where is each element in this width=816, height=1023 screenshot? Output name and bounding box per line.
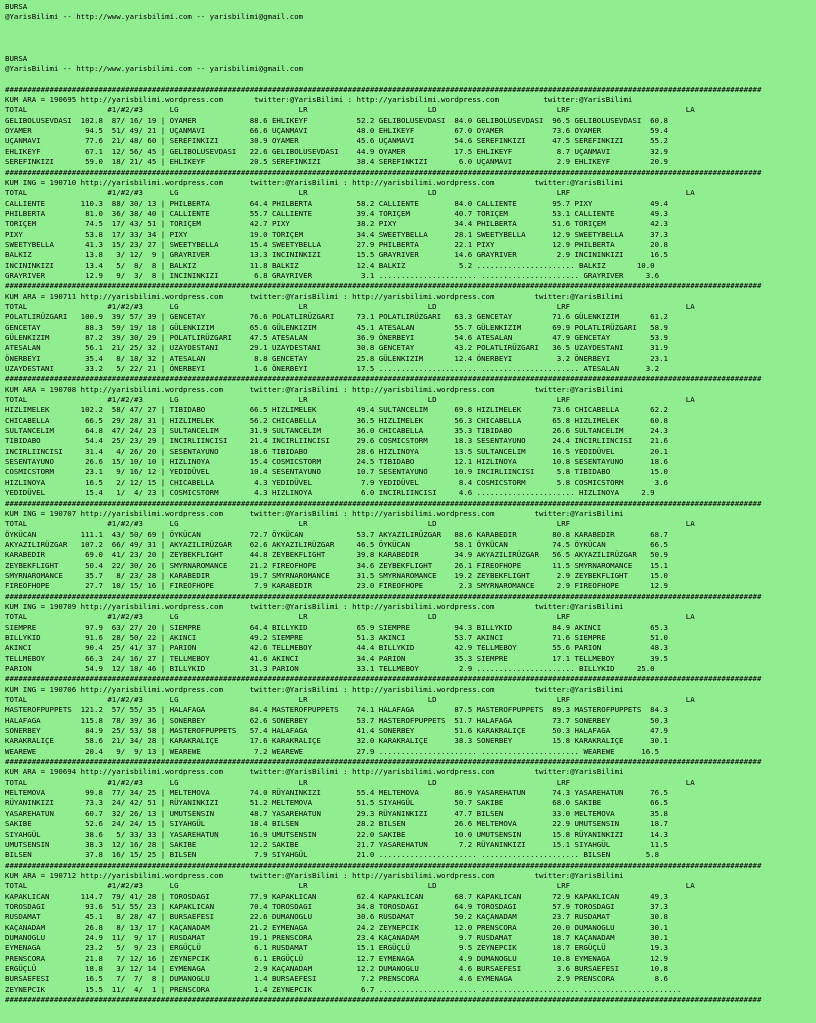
header-contact: @YarisBilimi -- http://www.yarisbilimi.com -- yarisbilimi@gmail.com	[5, 12, 304, 22]
race-title: KUM ING = 190709 http://yarisbilimi.wordpress.com twitter:@YarisBilimi : http://yarisbilimi.wordpress.com twitter:@YarisBilimi	[5, 601, 624, 611]
table-row: TIBIDABO 54.4 25/ 23/ 29 | INCIRLIINCISI 21.4 INCIRLIINCISI 29.6 COSMICSTORM 18.3 SESENTAYUNO 24.4 INCIRLIINCISI 21.6	[5, 436, 668, 446]
table-row: ATESALAN 56.1 21/ 25/ 32 | UZAYDESTANI 29.1 UZAYDESTANI 30.8 GENCETAY 43.2 POLATLIRÜZGARI 36.5 UZAYDESTANI 31.9	[5, 343, 668, 353]
separator-line: ##########################################################################################################################################################################	[5, 591, 762, 601]
table-row: HIZLIMELEK 102.2 58/ 47/ 27 | TIBIDABO 66.5 HIZLIMELEK 49.4 SULTANCELIM 69.8 HIZLIMELEK 73.6 CHICABELLA 62.2	[5, 405, 668, 415]
race-title: KUM ARA = 190695 http://yarisbilimi.wordpress.com twitter:@YarisBilimi : http://yarisbilimi.wordpress.com twitter:@YarisBilimi	[5, 95, 633, 105]
table-row: MASTEROFPUPPETS 121.2 57/ 55/ 35 | HALAFAGA 84.4 MASTEROFPUPPETS 74.1 HALAFAGA 87.5 MASTEROFPUPPETS 89.3 MASTEROFPUPPETS 84.3	[5, 705, 668, 715]
table-row: ZEYNEPCIK 15.5 11/ 4/ 1 | PRENSCORA 1.4 ZEYNEPCIK 6.7 ...................... ...................... ......................	[5, 984, 682, 994]
table-row: DUMANOGLU 24.9 11/ 9/ 17 | RUSDAMAT 19.1 PRENSCORA 23.4 KAÇANADAM 9.7 RUSDAMAT 18.7 KAÇANADAM 30.1	[5, 932, 668, 942]
table-row: HIZLINOYA 16.5 2/ 12/ 15 | CHICABELLA 4.3 YEDIDÜVEL 7.9 YEDIDÜVEL 8.4 COSMICSTORM 5.8 COSMICSTORM 3.6	[5, 477, 668, 487]
table-row: ÖYKÜCAN 111.1 43/ 50/ 69 | ÖYKÜCAN 72.7 ÖYKÜCAN 53.7 AKYAZILIRÜZGAR 88.6 KARABEDIR 80.8 KARABEDIR 68.7	[5, 529, 668, 539]
separator-line: ##########################################################################################################################################################################	[5, 281, 762, 291]
race-title: KUM ING = 190710 http://yarisbilimi.wordpress.com twitter:@YarisBilimi : http://yarisbilimi.wordpress.com twitter:@YarisBilimi	[5, 177, 624, 187]
race-title: KUM ARA = 190711 http://yarisbilimi.wordpress.com twitter:@YarisBilimi : http://yarisbilimi.wordpress.com twitter:@YarisBilimi	[5, 291, 624, 301]
table-row: SAKIBE 52.6 24/ 24/ 15 | SIYAHGÜL 18.4 BILSEN 28.2 BILSEN 26.6 MELTEMOVA 22.9 UMUTSENSIN 18.7	[5, 819, 668, 829]
race-list	[5, 85, 811, 995]
table-row: INCIRLIINCISI 31.4 4/ 26/ 20 | SESENTAYUNO 18.6 TIBIDABO 28.6 HIZLINOYA 13.5 SULTANCELIM 16.5 YEDIDÜVEL 20.1	[5, 446, 668, 456]
table-row: GÜLENKIZIM 87.2 39/ 30/ 29 | POLATLIRÜZGARI 47.5 ATESALAN 36.9 ÖNERBEYI 54.6 ATESALAN 47.9 GENCETAY 53.9	[5, 333, 668, 342]
race-block	[5, 374, 811, 498]
table-row: RÜYANINKIZI 73.3 24/ 42/ 51 | RÜYANINKIZI 51.2 MELTEMOVA 51.5 SIYAHGÜL 50.7 SAKIBE 68.0 SAKIBE 66.5	[5, 798, 668, 808]
table-row: PHILBERTA 81.0 36/ 38/ 40 | CALLIENTE 55.7 CALLIENTE 39.4 TORIÇEM 40.7 TORIÇEM 53.1 CALLIENTE 49.3	[5, 208, 668, 218]
table-row: KAÇANADAM 26.8 8/ 13/ 17 | KAÇANADAM 21.2 EYMENAGA 24.2 ZEYNEPCIK 12.0 PRENSCORA 20.0 DUMANOGLU 30.1	[5, 922, 668, 932]
table-row: KARAKRALIÇE 58.6 21/ 34/ 28 | KARAKRALIÇE 17.6 KARAKRALIÇE 32.0 KARAKRALIÇE 38.3 SONERBEY 15.8 KARAKRALIÇE 30.1	[5, 736, 668, 746]
header-block-second	[5, 54, 811, 75]
table-row: AKINCI 90.4 25/ 41/ 37 | PARION 42.6 TELLMEBOY 44.4 BILLYKID 42.9 TELLMEBOY 55.6 PARION 48.3	[5, 643, 668, 653]
table-row: SONERBEY 84.9 25/ 53/ 58 | MASTEROFPUPPETS 57.4 HALAFAGA 41.4 SONERBEY 51.6 KARAKRALIÇE 50.3 HALAFAGA 47.9	[5, 726, 668, 736]
separator-line: ##########################################################################################################################################################################	[5, 374, 762, 384]
race-block	[5, 168, 811, 282]
column-header-row: TOTAL #1/#2/#3 LG LR LD LRF LA	[5, 301, 695, 311]
table-row: YEDIDÜVEL 15.4 1/ 4/ 23 | COSMICSTORM 4.3 HIZLINOYA 6.0 INCIRLIINCISI 4.6 ...................... HIZLINOYA 2.9	[5, 488, 655, 498]
table-row: KARABEDIR 69.0 41/ 23/ 20 | ZEYBEKFLIGHT 44.8 ZEYBEKFLIGHT 39.8 KARABEDIR 34.9 AKYAZILIRÜZGAR 56.5 AKYAZILIRÜZGAR 50.9	[5, 550, 668, 560]
race-block	[5, 499, 811, 592]
race-title: KUM ARA = 190694 http://yarisbilimi.wordpress.com twitter:@YarisBilimi : http://yarisbilimi.wordpress.com twitter:@YarisBilimi	[5, 767, 624, 777]
header-block-top	[5, 2, 811, 23]
race-title: KUM ARA = 190712 http://yarisbilimi.wordpress.com twitter:@YarisBilimi : http://yarisbilimi.wordpress.com twitter:@YarisBilimi	[5, 870, 624, 880]
table-row: RUSDAMAT 45.1 8/ 28/ 47 | BURSAEFESI 22.6 DUMANOGLU 30.6 RUSDAMAT 50.2 KAÇANADAM 23.7 RUSDAMAT 30.8	[5, 912, 668, 922]
header-city: BURSA	[5, 2, 28, 11]
column-header-row: TOTAL #1/#2/#3 LG LR LD LRF LA	[5, 105, 695, 115]
table-row: SWEETYBELLA 41.3 15/ 23/ 27 | SWEETYBELLA 15.4 SWEETYBELLA 27.9 PHILBERTA 22.1 PIXY 12.9 PHILBERTA 20.8	[5, 239, 668, 249]
table-row: ERGÜÇLÜ 18.8 3/ 12/ 14 | EYMENAGA 2.9 KAÇANADAM 12.2 DUMANOGLU 4.6 BURSAEFESI 3.6 BURSAEFESI 10.8	[5, 963, 668, 973]
table-row: SIYAHGÜL 38.6 5/ 33/ 33 | YASAREHATUN 16.9 UMUTSENSIN 22.0 SAKIBE 10.0 UMUTSENSIN 15.8 RÜYANINKIZI 14.3	[5, 829, 668, 839]
table-row: UZAYDESTANI 33.2 5/ 22/ 21 | ÖNERBEYI 1.6 ÖNERBEYI 17.5 ...................... ...................... ATESALAN 3.2	[5, 364, 660, 374]
race-title: KUM ARA = 190708 http://yarisbilimi.wordpress.com twitter:@YarisBilimi : http://yarisbilimi.wordpress.com twitter:@YarisBilimi	[5, 384, 624, 394]
table-row: YASAREHATUN 60.7 32/ 26/ 13 | UMUTSENSIN 48.7 YASAREHATUN 29.3 RÜYANINKIZI 47.7 BILSEN 33.0 MELTEMOVA 35.8	[5, 808, 668, 818]
table-row: PIXY 53.8 17/ 33/ 34 | PIXY 19.0 TORIÇEM 34.4 SWEETYBELLA 28.1 SWEETYBELLA 12.9 SWEETYBELLA 37.3	[5, 229, 668, 239]
table-row: WEAREWE 20.4 9/ 9/ 13 | WEAREWE 7.2 WEAREWE 27.9 ...................... ...................... WEAREWE 16.5	[5, 746, 660, 756]
table-row: CALLIENTE 110.3 88/ 30/ 13 | PHILBERTA 64.4 PHILBERTA 58.2 CALLIENTE 84.0 CALLIENTE 95.7 PIXY 49.4	[5, 198, 668, 208]
table-row: BILLYKID 91.6 28/ 50/ 22 | AKINCI 49.2 SIEMPRE 51.3 AKINCI 53.7 AKINCI 71.6 SIEMPRE 51.0	[5, 632, 668, 642]
table-row: SMYRNAROMANCE 35.7 8/ 23/ 28 | KARABEDIR 19.7 SMYRNAROMANCE 31.5 SMYRNAROMANCE 19.2 ZEYBEKFLIGHT 2.9 ZEYBEKFLIGHT 15.0	[5, 570, 668, 580]
table-row: BILSEN 37.8 16/ 15/ 25 | BILSEN 7.9 SIYAHGÜL 21.0 ...................... ...................... BILSEN 5.8	[5, 850, 660, 860]
table-row: BALKIZ 13.8 3/ 12/ 9 | GRAYRIVER 13.3 INCININKIZI 15.5 GRAYRIVER 14.6 GRAYRIVER 2.9 INCININKIZI 16.5	[5, 250, 668, 260]
table-row: BURSAEFESI 16.5 7/ 7/ 8 | DUMANOGLU 1.4 BURSAEFESI 7.2 PRENSCORA 4.6 EYMENAGA 2.9 PRENSCORA 8.6	[5, 974, 668, 984]
table-row: SULTANCELIM 64.8 47/ 24/ 23 | SULTANCELIM 31.9 SULTANCELIM 36.0 CHICABELLA 35.3 TIBIDABO 26.6 SULTANCELIM 24.3	[5, 426, 668, 436]
separator-line: ##########################################################################################################################################################################	[5, 995, 762, 1004]
header-city: BURSA	[5, 53, 28, 63]
table-row: ZEYBEKFLIGHT 50.4 22/ 30/ 26 | SMYRNAROMANCE 21.2 FIREOFHOPE 34.6 ZEYBEKFLIGHT 26.1 FIREOFHOPE 11.5 SMYRNAROMANCE 15.1	[5, 560, 668, 570]
table-row: CHICABELLA 66.5 29/ 28/ 31 | HIZLIMELEK 56.2 CHICABELLA 36.5 HIZLIMELEK 56.3 CHICABELLA 65.8 HIZLIMELEK 60.8	[5, 415, 668, 425]
table-row: TELLMEBOY 66.3 24/ 16/ 27 | TELLMEBOY 41.6 AKINCI 34.4 PARION 35.3 SIEMPRE 17.1 TELLMEBOY 39.5	[5, 653, 668, 663]
table-row: COSMICSTORM 23.1 9/ 16/ 12 | YEDIDÜVEL 10.4 SESENTAYUNO 10.7 SESENTAYUNO 10.9 INCIRLIINCISI 5.8 TIBIDABO 15.0	[5, 467, 668, 477]
table-row: GENCETAY 88.3 59/ 19/ 18 | GÜLENKIZIM 65.6 GÜLENKIZIM 45.1 ATESALAN 55.7 GÜLENKIZIM 69.9 POLATLIRÜZGARI 58.9	[5, 322, 668, 332]
race-block	[5, 861, 811, 995]
table-row: TORIÇEM 74.5 17/ 43/ 51 | TORIÇEM 42.7 PIXY 38.2 PIXY 34.4 PHILBERTA 51.6 TORIÇEM 42.3	[5, 219, 668, 229]
table-row: GELIBOLUSEVDASI 102.8 87/ 16/ 19 | OYAMER 88.6 EHLIKEYF 52.2 GELIBOLUSEVDASI 84.0 GELIBOLUSEVDASI 96.5 GELIBOLUSEVDASI 60.8	[5, 115, 668, 125]
column-header-row: TOTAL #1/#2/#3 LG LR LD LRF LA	[5, 519, 695, 529]
table-row: SEREFINKIZI 59.0 18/ 21/ 45 | EHLIKEYF 20.5 SEREFINKIZI 38.4 SEREFINKIZI 6.0 UÇANMAVI 2.9 EHLIKEYF 20.9	[5, 157, 668, 167]
column-header-row: TOTAL #1/#2/#3 LG LR LD LRF LA	[5, 612, 695, 622]
race-block	[5, 674, 811, 757]
separator-line: ##########################################################################################################################################################################	[5, 84, 762, 94]
separator-line: ##########################################################################################################################################################################	[5, 167, 762, 177]
column-header-row: TOTAL #1/#2/#3 LG LR LD LRF LA	[5, 695, 695, 705]
header-contact: @YarisBilimi -- http://www.yarisbilimi.com -- yarisbilimi@gmail.com	[5, 64, 304, 74]
separator-line: ##########################################################################################################################################################################	[5, 757, 762, 767]
table-row: ÖNERBEYI 35.4 8/ 18/ 32 | ATESALAN 8.8 GENCETAY 25.8 GÜLENKIZIM 12.4 ÖNERBEYI 3.2 ÖNERBEYI 23.1	[5, 353, 668, 363]
race-block	[5, 281, 811, 374]
separator-line: ##########################################################################################################################################################################	[5, 498, 762, 508]
separator-line: ##########################################################################################################################################################################	[5, 674, 762, 684]
race-title: KUM ING = 190707 http://yarisbilimi.wordpress.com twitter:@YarisBilimi : http://yarisbilimi.wordpress.com twitter:@YarisBilimi	[5, 508, 624, 518]
table-row: EYMENAGA 23.2 5/ 9/ 23 | ERGÜÇLÜ 6.1 RUSDAMAT 15.1 ERGÜÇLÜ 9.5 ZEYNEPCIK 18.7 ERGÜÇLÜ 19.3	[5, 943, 668, 953]
table-row: PARION 54.9 12/ 18/ 46 | BILLYKID 31.3 PARION 33.1 TELLMEBOY 2.9 ...................... BILLYKID 25.0	[5, 664, 655, 673]
column-header-row: TOTAL #1/#2/#3 LG LR LD LRF LA	[5, 777, 695, 787]
race-block	[5, 85, 811, 168]
column-header-row: TOTAL #1/#2/#3 LG LR LD LRF LA	[5, 395, 695, 405]
table-row: UMUTSENSIN 38.3 12/ 16/ 28 | SAKIBE 12.2 SAKIBE 21.7 YASAREHATUN 7.2 RÜYANINKIZI 15.1 SIYAHGÜL 11.5	[5, 839, 668, 849]
table-row: SIEMPRE 97.9 63/ 27/ 20 | SIEMPRE 64.4 BILLYKID 65.9 SIEMPRE 94.3 BILLYKID 84.9 AKINCI 65.3	[5, 622, 668, 632]
race-block	[5, 757, 811, 860]
table-row: AKYAZILIRÜZGAR 107.2 66/ 49/ 31 | AKYAZILIRÜZGAR 62.6 AKYAZILIRÜZGAR 46.5 ÖYKÜCAN 58.1 ÖYKÜCAN 74.5 ÖYKÜCAN 66.5	[5, 539, 668, 549]
column-header-row: TOTAL #1/#2/#3 LG LR LD LRF LA	[5, 188, 695, 198]
table-row: PRENSCORA 21.8 7/ 12/ 16 | ZEYNEPCIK 6.1 ERGÜÇLÜ 12.7 EYMENAGA 4.9 DUMANOGLU 10.8 EYMENAGA 12.9	[5, 953, 668, 963]
table-row: MELTEMOVA 99.8 77/ 34/ 25 | MELTEMOVA 74.0 RÜYANINKIZI 55.4 MELTEMOVA 86.9 YASAREHATUN 74.3 YASAREHATUN 76.5	[5, 788, 668, 798]
table-row: INCININKIZI 13.4 5/ 8/ 8 | BALKIZ 11.8 BALKIZ 12.4 BALKIZ 5.2 ...................... BALKIZ 10.0	[5, 260, 655, 270]
separator-line: ##########################################################################################################################################################################	[5, 860, 762, 870]
table-row: UÇANMAVI 77.6 21/ 48/ 60 | SEREFINKIZI 30.9 OYAMER 45.6 UÇANMAVI 54.6 SEREFINKIZI 47.5 SEREFINKIZI 55.2	[5, 136, 668, 146]
table-row: FIREOFHOPE 27.7 10/ 15/ 16 | FIREOFHOPE 7.9 KARABEDIR 23.0 FIREOFHOPE 2.3 SMYRNAROMANCE 2.9 FIREOFHOPE 12.9	[5, 581, 668, 591]
table-row: POLATLIRÜZGARI 100.9 39/ 57/ 39 | GENCETAY 76.6 POLATLIRÜZGARI 73.1 POLATLIRÜZGARI 63.3 GENCETAY 71.6 GÜLENKIZIM 61.2	[5, 312, 668, 322]
race-block	[5, 592, 811, 675]
table-row: EHLIKEYF 67.1 12/ 56/ 45 | GELIBOLUSEVDASI 22.6 GELIBOLUSEVDASI 44.9 OYAMER 17.5 EHLIKEYF 8.7 UÇANMAVI 32.9	[5, 146, 668, 156]
table-row: OYAMER 94.5 51/ 49/ 21 | UÇANMAVI 66.6 UÇANMAVI 48.0 EHLIKEYF 67.0 OYAMER 73.6 OYAMER 59.4	[5, 126, 668, 136]
table-row: SESENTAYUNO 26.6 15/ 10/ 10 | HIZLINOYA 15.4 COSMICSTORM 24.5 TIBIDABO 12.1 HIZLINOYA 10.8 SESENTAYUNO 18.6	[5, 457, 668, 467]
column-header-row: TOTAL #1/#2/#3 LG LR LD LRF LA	[5, 881, 695, 891]
table-row: TOROSDAGI 93.6 51/ 55/ 23 | KAPAKLICAN 70.4 TOROSDAGI 34.8 TOROSDAGI 64.9 TOROSDAGI 57.9 TOROSDAGI 37.3	[5, 901, 668, 911]
table-row: KAPAKLICAN 114.7 79/ 41/ 28 | TOROSDAGI 77.9 KAPAKLICAN 62.4 KAPAKLICAN 68.7 KAPAKLICAN 72.9 KAPAKLICAN 49.3	[5, 891, 668, 901]
table-row: HALAFAGA 115.8 78/ 39/ 36 | SONERBEY 62.6 SONERBEY 53.7 MASTEROFPUPPETS 51.7 HALAFAGA 73.7 SONERBEY 50.3	[5, 715, 668, 725]
table-row: GRAYRIVER 12.9 9/ 3/ 8 | INCININKIZI 6.8 GRAYRIVER 3.1 ...................... ...................... GRAYRIVER 3.6	[5, 270, 660, 280]
race-title: KUM ING = 190706 http://yarisbilimi.wordpress.com twitter:@YarisBilimi : http://yarisbilimi.wordpress.com twitter:@YarisBilimi	[5, 684, 624, 694]
